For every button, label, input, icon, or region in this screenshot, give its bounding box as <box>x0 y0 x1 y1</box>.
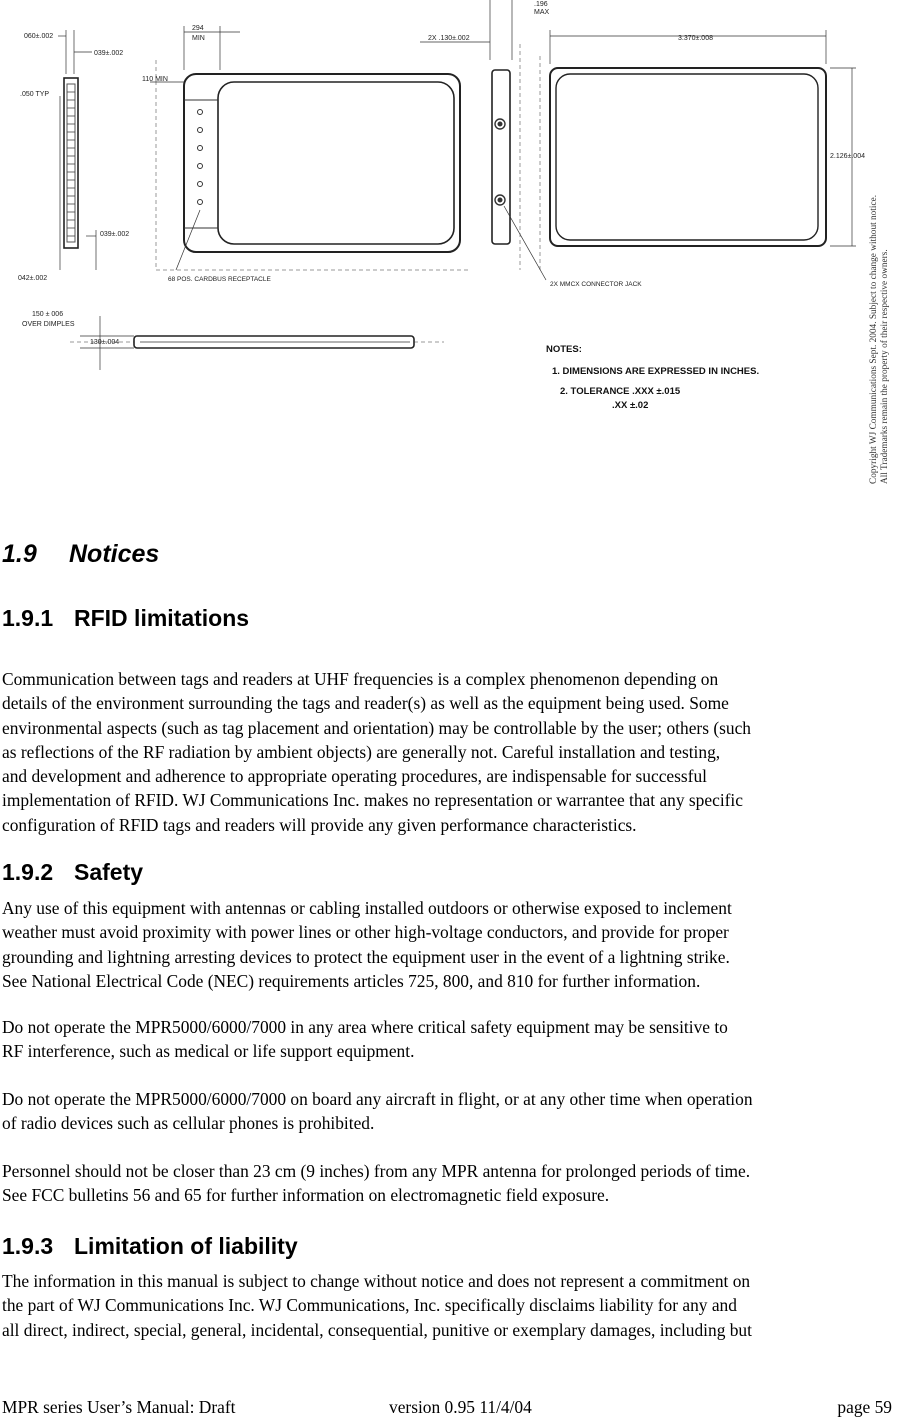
text-line: See National Electrical Code (NEC) requirements articles 725, 800, and 810 for further information. <box>2 970 701 991</box>
notes-line-3: .XX ±.02 <box>612 400 649 411</box>
dim-label-1: 060±.002 <box>24 33 54 40</box>
footer-page-number: page 59 <box>837 1397 892 1417</box>
text-line: the part of WJ Communications Inc. WJ Communications, Inc. specifically disclaims liability for any and <box>2 1295 737 1316</box>
dim-label-6: 294 <box>192 25 204 32</box>
dim-label-8: 110 MIN <box>142 76 168 83</box>
text-line: See FCC bulletins 56 and 65 for further information on electromagnetic field exposure. <box>2 1185 610 1206</box>
jack-callout: 2X MMCX CONNECTOR JACK <box>550 281 642 288</box>
notes-line-1: 1. DIMENSIONS ARE EXPRESSED IN INCHES. <box>552 366 760 377</box>
section-number: 1.9 <box>2 540 37 568</box>
text-line: Communication between tags and readers at UHF frequencies is a complex phenomenon depending on <box>2 669 719 689</box>
notes-title: NOTES: <box>546 344 582 355</box>
text-line: Do not operate the MPR5000/6000/7000 in any area where critical safety equipment may be sensitive to <box>2 1017 728 1037</box>
text-line: Personnel should not be closer than 23 cm (9 inches) from any MPR antenna for prolonged periods of time. <box>2 1161 751 1181</box>
dim-label-7: MIN <box>192 35 205 42</box>
page-footer <box>2 1397 892 1421</box>
safety-paragraph-2 <box>2 1015 894 1064</box>
text-line: and development and adherence to appropriate operating procedures, are indispensable for successful <box>2 766 707 787</box>
subsection-number: 1.9.2 <box>2 859 54 885</box>
text-line: Any use of this equipment with antennas or cabling installed outdoors or otherwise exposed to inclement <box>2 898 732 918</box>
section-title: Notices <box>69 540 160 568</box>
dim-label-13: 2.126±.004 <box>830 153 865 160</box>
text-line: all direct, indirect, special, general, incidental, consequential, punitive or exemplary damages, including but <box>2 1319 752 1340</box>
subsection-title: Limitation of liability <box>74 1233 298 1259</box>
drawing-notes <box>546 344 759 411</box>
dim-label-2: 039±.002 <box>94 50 124 57</box>
subsection-number: 1.9.1 <box>2 605 54 631</box>
card-top-view <box>150 26 470 270</box>
footer-doc-title: MPR series User’s Manual: Draft <box>2 1397 236 1417</box>
dim-label-3: .050 TYP <box>20 91 50 98</box>
text-line: RF interference, such as medical or life support equipment. <box>2 1041 415 1062</box>
liability-paragraph <box>2 1269 894 1342</box>
safety-paragraph-4 <box>2 1159 894 1208</box>
rfid-paragraph <box>2 667 894 837</box>
dim-label-5: 042±.002 <box>18 275 48 282</box>
dim-label-4: 039±.002 <box>100 231 130 238</box>
text-line: of radio devices such as cellular phones is prohibited. <box>2 1113 375 1134</box>
dim-label-14: 150 ± 006 <box>32 311 64 318</box>
card-edge-view <box>70 316 444 370</box>
card-side-view <box>420 0 546 280</box>
section-heading <box>2 540 159 569</box>
dim-label-9: 2X .130±.002 <box>428 35 470 42</box>
receptacle-callout: 68 POS. CARDBUS RECEPTACLE <box>168 276 271 283</box>
safety-paragraph-3 <box>2 1087 894 1136</box>
text-line: details of the environment surrounding the tags and reader(s) as well as the equipment being used. Some <box>2 693 729 714</box>
text-line: The information in this manual is subject to change without notice and does not represent a commitment on <box>2 1271 751 1291</box>
footer-version: version 0.95 11/4/04 <box>389 1397 532 1417</box>
text-line: as reflections of the RF radiation by ambient objects) are generally not. Careful installation and testing, <box>2 741 721 762</box>
subsection-title: Safety <box>74 859 144 885</box>
notes-line-2: 2. TOLERANCE .XXX ±.015 <box>560 386 681 397</box>
text-line: weather must avoid proximity with power lines or other high-voltage conductors, and provide for proper <box>2 922 729 943</box>
dim-label-10: .196 <box>534 1 548 8</box>
text-line: Do not operate the MPR5000/6000/7000 on board any aircraft in flight, or at any other time when operation <box>2 1089 753 1109</box>
card-bottom-view <box>540 30 856 270</box>
text-line: configuration of RFID tags and readers will provide any given performance characteristics. <box>2 814 637 835</box>
subsection-heading-rfid <box>2 605 249 632</box>
text-line: implementation of RFID. WJ Communications Inc. makes no representation or warrantee that any specific <box>2 790 743 811</box>
subsection-title: RFID limitations <box>74 605 250 631</box>
dim-label-11: MAX <box>534 9 550 16</box>
dim-label-16: 130±.004 <box>90 339 120 346</box>
dim-label-15: OVER DIMPLES <box>22 321 75 328</box>
copyright-line-2: All Trademarks remain the property of their respective owners. <box>880 249 890 484</box>
subsection-number: 1.9.3 <box>2 1233 54 1259</box>
text-line: environmental aspects (such as tag placement and orientation) may be controllable by the user; others (such <box>2 717 751 738</box>
text-line: grounding and lightning arresting devices to protect the equipment user in the event of a lightning strike. <box>2 946 730 967</box>
subsection-heading-liability <box>2 1233 298 1260</box>
connector-end-view <box>58 30 96 270</box>
mechanical-drawing <box>0 0 898 492</box>
safety-paragraph-1 <box>2 896 894 993</box>
copyright-line-1: Copyright WJ Communications Sept. 2004. Subject to change without notice. <box>869 194 879 484</box>
subsection-heading-safety <box>2 859 143 886</box>
dim-label-12: 3.370±.008 <box>678 35 713 42</box>
